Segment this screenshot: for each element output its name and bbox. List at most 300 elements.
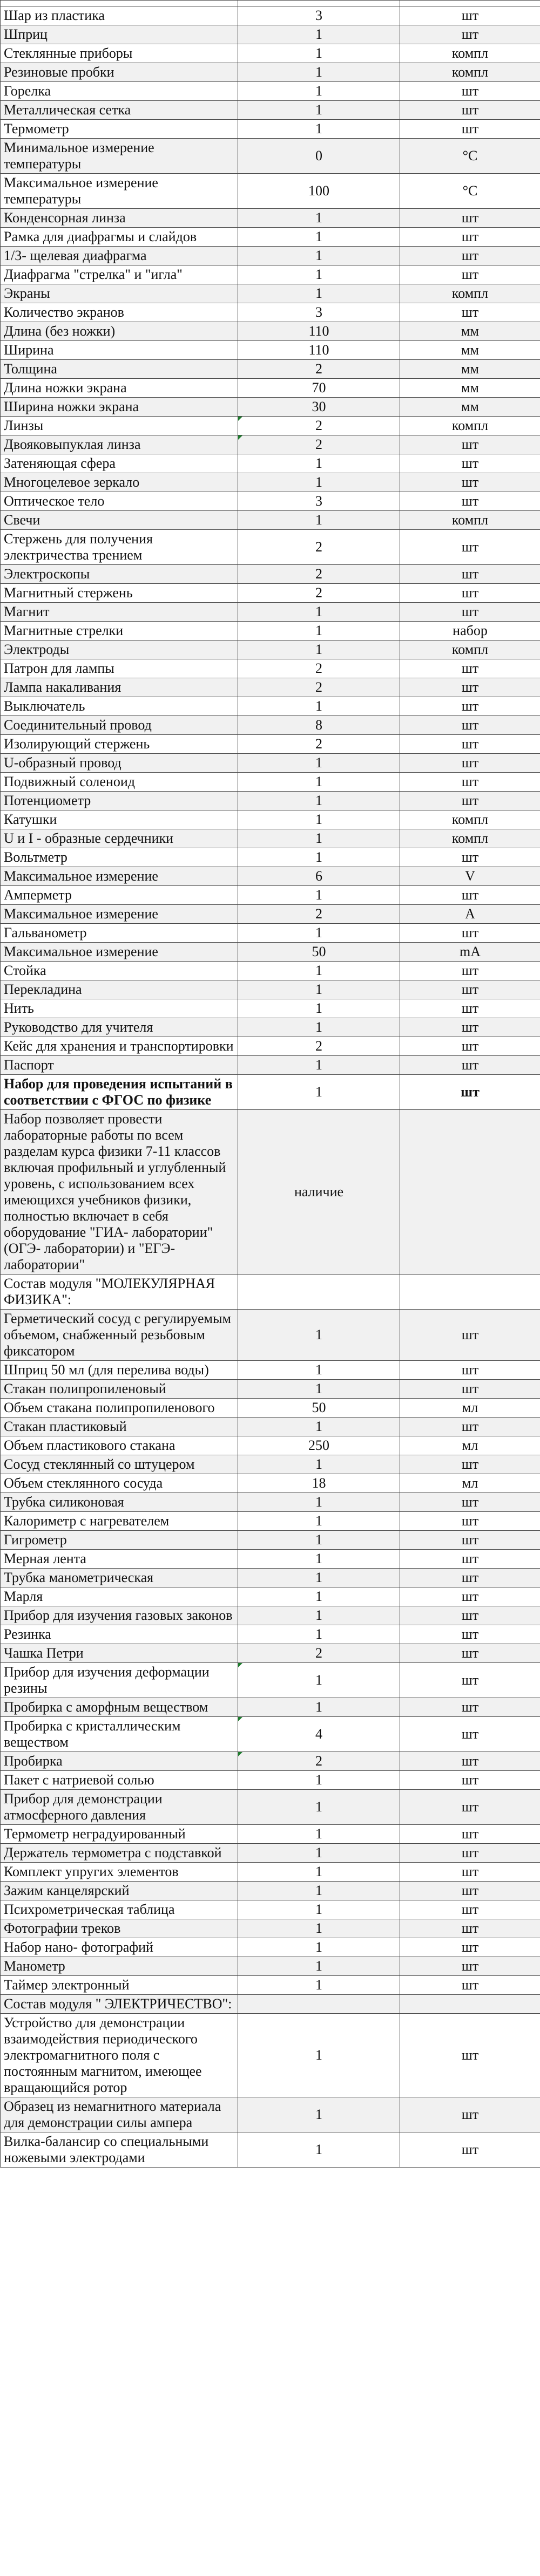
quantity-cell: 1: [238, 1790, 400, 1825]
unit-cell: шт: [400, 209, 540, 228]
quantity-cell: 2: [238, 1037, 400, 1056]
table-row: [1, 999, 540, 1018]
item-name-cell: Трубка манометрическая: [1, 1569, 238, 1587]
table-row: [1, 228, 540, 247]
item-name-cell: Пакет с натриевой солью: [1, 1771, 238, 1790]
item-name-cell: Резиновые пробки: [1, 63, 238, 82]
quantity-cell: 8: [238, 716, 400, 735]
table-row: [1, 943, 540, 962]
unit-cell: шт: [400, 1882, 540, 1900]
item-name-cell: Состав модуля "МОЛЕКУЛЯРНАЯ ФИЗИКА":: [1, 1275, 238, 1310]
quantity-cell: 1: [238, 101, 400, 120]
unit-cell: мм: [400, 379, 540, 398]
unit-cell: набор: [400, 622, 540, 640]
unit-cell: шт: [400, 1976, 540, 1995]
table-row: [1, 829, 540, 848]
item-name-cell: Стакан полипропиленовый: [1, 1380, 238, 1399]
quantity-cell: 1: [238, 962, 400, 980]
table-row: [1, 2097, 540, 2132]
quantity-cell: 3: [238, 6, 400, 25]
unit-cell: шт: [400, 754, 540, 773]
table-row: [1, 867, 540, 886]
item-name-cell: Термометр неградуированный: [1, 1825, 238, 1844]
table-row: [1, 659, 540, 678]
quantity-cell: 110: [238, 341, 400, 360]
item-name-cell: Пробирка с кристаллическим веществом: [1, 1717, 238, 1752]
unit-cell: шт: [400, 1752, 540, 1771]
quantity-cell: 1: [238, 886, 400, 905]
quantity-cell: 1: [238, 25, 400, 44]
unit-cell: шт: [400, 735, 540, 754]
table-row: [1, 622, 540, 640]
item-name-cell: Образец из немагнитного материала для демонстрации силы ампера: [1, 2097, 238, 2132]
quantity-cell: [238, 1275, 400, 1310]
quantity-cell: 1: [238, 2014, 400, 2097]
table-row: [1, 886, 540, 905]
quantity-cell: 0: [238, 139, 400, 174]
unit-cell: шт: [400, 530, 540, 565]
unit-cell: шт: [400, 1361, 540, 1380]
quantity-cell: 1: [238, 622, 400, 640]
quantity-cell: 1: [238, 1075, 400, 1110]
item-name-cell: Горелка: [1, 82, 238, 101]
item-name-cell: Гигрометр: [1, 1531, 238, 1550]
item-name-cell: Рамка для диафрагмы и слайдов: [1, 228, 238, 247]
item-name-cell: Мерная лента: [1, 1550, 238, 1569]
item-name-cell: Электроскопы: [1, 565, 238, 584]
unit-cell: шт: [400, 962, 540, 980]
table-row: [1, 1644, 540, 1663]
unit-cell: компл: [400, 810, 540, 829]
table-row: [1, 810, 540, 829]
item-name-cell: Экраны: [1, 284, 238, 303]
unit-cell: шт: [400, 101, 540, 120]
quantity-cell: 1: [238, 1380, 400, 1399]
quantity-cell: 1: [238, 44, 400, 63]
quantity-cell: 1: [238, 1625, 400, 1644]
unit-cell: шт: [400, 1919, 540, 1938]
unit-cell: шт: [400, 1825, 540, 1844]
item-name-cell: Шар из пластика: [1, 6, 238, 25]
quantity-cell: 1: [238, 284, 400, 303]
quantity-cell: 2: [238, 435, 400, 454]
table-row: [1, 603, 540, 622]
table-row: [1, 1380, 540, 1399]
quantity-cell: 110: [238, 322, 400, 341]
item-name-cell: Руководство для учителя: [1, 1018, 238, 1037]
quantity-cell: 50: [238, 1399, 400, 1418]
unit-cell: мл: [400, 1436, 540, 1455]
item-name-cell: Многоцелевое зеркало: [1, 473, 238, 492]
unit-cell: шт: [400, 1380, 540, 1399]
table-row: [1, 1882, 540, 1900]
item-name-cell: Стержень для получения электричества трением: [1, 530, 238, 565]
item-name-cell: Устройство для демонстрации взаимодействия периодического электромагнитного поля с постоянным магнитом, имеющее вращающийся ротор: [1, 2014, 238, 2097]
item-name-cell: Калориметр с нагревателем: [1, 1512, 238, 1531]
quantity-cell: 1: [238, 1900, 400, 1919]
quantity-cell: 1: [238, 2097, 400, 2132]
unit-cell: шт: [400, 678, 540, 697]
quantity-cell: 3: [238, 492, 400, 511]
unit-cell: шт: [400, 565, 540, 584]
unit-cell: шт: [400, 1455, 540, 1474]
quantity-cell: 1: [238, 999, 400, 1018]
table-row: [1, 139, 540, 174]
table-row: [1, 980, 540, 999]
unit-cell: шт: [400, 82, 540, 101]
table-row: [1, 1957, 540, 1976]
unit-cell: шт: [400, 1569, 540, 1587]
table-row: [1, 209, 540, 228]
unit-cell: шт: [400, 716, 540, 735]
item-name-cell: Максимальное измерение: [1, 867, 238, 886]
quantity-cell: 50: [238, 943, 400, 962]
table-row: [1, 25, 540, 44]
item-name-cell: Состав модуля " ЭЛЕКТРИЧЕСТВО":: [1, 1995, 238, 2014]
table-row: [1, 1110, 540, 1275]
table-row: [1, 1018, 540, 1037]
table-row: [1, 1900, 540, 1919]
unit-cell: шт: [400, 980, 540, 999]
table-row: [1, 247, 540, 265]
table-row: [1, 1493, 540, 1512]
item-name-cell: Электроды: [1, 640, 238, 659]
unit-cell: шт: [400, 886, 540, 905]
table-row: [1, 1938, 540, 1957]
quantity-cell: 2: [238, 659, 400, 678]
table-row: [1, 697, 540, 716]
table-row: [1, 792, 540, 810]
quantity-cell: 4: [238, 1717, 400, 1752]
table-row: [1, 1587, 540, 1606]
quantity-cell: 2: [238, 530, 400, 565]
unit-cell: [400, 1275, 540, 1310]
item-name-cell: Диафрагма "стрелка" и "игла": [1, 265, 238, 284]
table-row: [1, 1436, 540, 1455]
quantity-cell: 1: [238, 980, 400, 999]
item-name-cell: U и I - образные сердечники: [1, 829, 238, 848]
quantity-cell: 1: [238, 1919, 400, 1938]
item-name-cell: Изолирующий стержень: [1, 735, 238, 754]
unit-cell: компл: [400, 284, 540, 303]
item-name-cell: Гальванометр: [1, 924, 238, 943]
item-name-cell: Стеклянные приборы: [1, 44, 238, 63]
quantity-cell: 1: [238, 1606, 400, 1625]
table-row: [1, 1275, 540, 1310]
unit-cell: мл: [400, 1474, 540, 1493]
table-row: [1, 1056, 540, 1075]
unit-cell: [400, 1110, 540, 1275]
table-row: [1, 1825, 540, 1844]
unit-cell: шт: [400, 1625, 540, 1644]
item-name-cell: Шприц 50 мл (для перелива воды): [1, 1361, 238, 1380]
table-row: [1, 1717, 540, 1752]
quantity-cell: 2: [238, 417, 400, 435]
table-row: [1, 120, 540, 139]
quantity-cell: 1: [238, 1698, 400, 1717]
item-name-cell: Металлическая сетка: [1, 101, 238, 120]
item-name-cell: Магнит: [1, 603, 238, 622]
unit-cell: компл: [400, 511, 540, 530]
quantity-cell: 1: [238, 228, 400, 247]
item-name-cell: Набор нано- фотографий: [1, 1938, 238, 1957]
table-row: [1, 435, 540, 454]
unit-cell: шт: [400, 792, 540, 810]
quantity-cell: 1: [238, 1531, 400, 1550]
item-name-cell: Зажим канцелярский: [1, 1882, 238, 1900]
item-name-cell: Магнитные стрелки: [1, 622, 238, 640]
table-row: [1, 1569, 540, 1587]
item-name-cell: Максимальное измерение: [1, 905, 238, 924]
unit-cell: шт: [400, 1938, 540, 1957]
item-name-cell: Свечи: [1, 511, 238, 530]
table-row: [1, 1606, 540, 1625]
unit-cell: компл: [400, 640, 540, 659]
unit-cell: шт: [400, 228, 540, 247]
quantity-cell: 1: [238, 1663, 400, 1698]
item-name-cell: Пробирка с аморфным веществом: [1, 1698, 238, 1717]
table-row: [1, 716, 540, 735]
item-name-cell: Паспорт: [1, 1056, 238, 1075]
table-row: [1, 1771, 540, 1790]
item-name-cell: Пробирка: [1, 1752, 238, 1771]
quantity-cell: 1: [238, 1512, 400, 1531]
quantity-cell: 1: [238, 1018, 400, 1037]
item-name-cell: Термометр: [1, 120, 238, 139]
unit-cell: шт: [400, 247, 540, 265]
table-row: [1, 754, 540, 773]
table-row: [1, 265, 540, 284]
quantity-cell: 1: [238, 1882, 400, 1900]
item-name-cell: Вольтметр: [1, 848, 238, 867]
quantity-cell: 1: [238, 1976, 400, 1995]
unit-cell: шт: [400, 848, 540, 867]
quantity-cell: 1: [238, 1844, 400, 1863]
table-row: [1, 1075, 540, 1110]
table-row: [1, 640, 540, 659]
item-name-cell: Стойка: [1, 962, 238, 980]
quantity-cell: 1: [238, 2132, 400, 2168]
unit-cell: шт: [400, 603, 540, 622]
unit-cell: шт: [400, 1550, 540, 1569]
quantity-cell: 1: [238, 697, 400, 716]
table-row: [1, 303, 540, 322]
quantity-cell: [238, 1995, 400, 2014]
quantity-cell: 250: [238, 1436, 400, 1455]
unit-cell: шт: [400, 1310, 540, 1361]
unit-cell: шт: [400, 1512, 540, 1531]
quantity-cell: 1: [238, 247, 400, 265]
unit-cell: V: [400, 867, 540, 886]
unit-cell: шт: [400, 924, 540, 943]
table-row: [1, 565, 540, 584]
quantity-cell: 1: [238, 209, 400, 228]
unit-cell: мм: [400, 398, 540, 417]
quantity-cell: 2: [238, 1752, 400, 1771]
item-name-cell: Конденсорная линза: [1, 209, 238, 228]
unit-cell: шт: [400, 265, 540, 284]
unit-cell: шт: [400, 1018, 540, 1037]
item-name-cell: Психрометрическая таблица: [1, 1900, 238, 1919]
item-name-cell: Затеняющая сфера: [1, 454, 238, 473]
table-row: [1, 1310, 540, 1361]
quantity-cell: 1: [238, 603, 400, 622]
unit-cell: компл: [400, 63, 540, 82]
unit-cell: шт: [400, 1790, 540, 1825]
unit-cell: mA: [400, 943, 540, 962]
unit-cell: мм: [400, 360, 540, 379]
item-name-cell: Длина (без ножки): [1, 322, 238, 341]
quantity-cell: 1: [238, 810, 400, 829]
table-row: [1, 924, 540, 943]
quantity-cell: 1: [238, 1056, 400, 1075]
table-row: [1, 1919, 540, 1938]
unit-cell: шт: [400, 773, 540, 792]
quantity-cell: 6: [238, 867, 400, 886]
table-row: [1, 1361, 540, 1380]
table-row: [1, 1844, 540, 1863]
item-name-cell: Прибор для демонстрации атмосферного давления: [1, 1790, 238, 1825]
item-name-cell: Кейс для хранения и транспортировки: [1, 1037, 238, 1056]
table-row: [1, 905, 540, 924]
item-name-cell: Набор для проведения испытаний в соответствии с ФГОС по физике: [1, 1075, 238, 1110]
unit-cell: мм: [400, 322, 540, 341]
table-row: [1, 1863, 540, 1882]
unit-cell: шт: [400, 1531, 540, 1550]
unit-cell: компл: [400, 417, 540, 435]
unit-cell: шт: [400, 303, 540, 322]
unit-cell: компл: [400, 44, 540, 63]
unit-cell: шт: [400, 1606, 540, 1625]
quantity-cell: 1: [238, 792, 400, 810]
quantity-cell: 1: [238, 1587, 400, 1606]
table-row: [1, 174, 540, 209]
unit-cell: шт: [400, 473, 540, 492]
item-name-cell: Шприц: [1, 25, 238, 44]
unit-cell: шт: [400, 2097, 540, 2132]
quantity-cell: 1: [238, 1455, 400, 1474]
table-row: [1, 1625, 540, 1644]
item-name-cell: Оптическое тело: [1, 492, 238, 511]
unit-cell: шт: [400, 1900, 540, 1919]
quantity-cell: 1: [238, 1493, 400, 1512]
item-name-cell: Держатель термометра с подставкой: [1, 1844, 238, 1863]
quantity-cell: 1: [238, 454, 400, 473]
unit-cell: шт: [400, 659, 540, 678]
table-row: [1, 1474, 540, 1493]
item-name-cell: Катушки: [1, 810, 238, 829]
unit-cell: А: [400, 905, 540, 924]
quantity-cell: 1: [238, 1825, 400, 1844]
quantity-cell: 100: [238, 174, 400, 209]
quantity-cell: наличие: [238, 1110, 400, 1275]
table-row: [1, 1663, 540, 1698]
item-name-cell: 1/3- щелевая диафрагма: [1, 247, 238, 265]
quantity-cell: 1: [238, 120, 400, 139]
item-name-cell: Максимальное измерение температуры: [1, 174, 238, 209]
item-name-cell: Толщина: [1, 360, 238, 379]
unit-cell: шт: [400, 1587, 540, 1606]
table-row-cut: [1, 1, 540, 6]
quantity-cell: 70: [238, 379, 400, 398]
quantity-cell: 1: [238, 848, 400, 867]
unit-cell: компл: [400, 829, 540, 848]
item-name-cell: Сосуд стеклянный со штуцером: [1, 1455, 238, 1474]
item-name-cell: Количество экранов: [1, 303, 238, 322]
unit-cell: шт: [400, 1418, 540, 1436]
quantity-cell: 18: [238, 1474, 400, 1493]
item-name-cell: Объем стакана полипропиленового: [1, 1399, 238, 1418]
item-name-cell: Вилка-балансир со специальными ножевыми электродами: [1, 2132, 238, 2168]
unit-cell: шт: [400, 454, 540, 473]
quantity-cell: 1: [238, 1569, 400, 1587]
table-row: [1, 2014, 540, 2097]
unit-cell: шт: [400, 120, 540, 139]
table-row: [1, 1037, 540, 1056]
item-name-cell: Манометр: [1, 1957, 238, 1976]
item-name-cell: Амперметр: [1, 886, 238, 905]
table-row: [1, 773, 540, 792]
table-row: [1, 2132, 540, 2168]
item-name-cell: Объем стеклянного сосуда: [1, 1474, 238, 1493]
unit-cell: шт: [400, 1863, 540, 1882]
table-row: [1, 848, 540, 867]
table-row: [1, 678, 540, 697]
quantity-cell: 1: [238, 1957, 400, 1976]
unit-cell: шт: [400, 1037, 540, 1056]
unit-cell: шт: [400, 1771, 540, 1790]
table-row: [1, 1752, 540, 1771]
unit-cell: шт: [400, 25, 540, 44]
table-row: [1, 584, 540, 603]
quantity-cell: 1: [238, 1771, 400, 1790]
item-name-cell: Двояковыпуклая линза: [1, 435, 238, 454]
table-row: [1, 1512, 540, 1531]
table-row: [1, 1418, 540, 1436]
unit-cell: шт: [400, 1717, 540, 1752]
unit-cell: шт: [400, 492, 540, 511]
unit-cell: шт: [400, 435, 540, 454]
table-row: [1, 82, 540, 101]
quantity-cell: 1: [238, 265, 400, 284]
table-row: [1, 360, 540, 379]
unit-cell: шт: [400, 1844, 540, 1863]
table-row: [1, 379, 540, 398]
unit-cell: [400, 1995, 540, 2014]
quantity-cell: 1: [238, 924, 400, 943]
quantity-cell: 3: [238, 303, 400, 322]
item-name-cell: Максимальное измерение: [1, 943, 238, 962]
unit-cell: шт: [400, 1493, 540, 1512]
item-name-cell: Магнитный стержень: [1, 584, 238, 603]
item-name-cell: Таймер электронный: [1, 1976, 238, 1995]
table-row: [1, 530, 540, 565]
table-row: [1, 101, 540, 120]
quantity-cell: 1: [238, 82, 400, 101]
item-name-cell: Комплект упругих элементов: [1, 1863, 238, 1882]
unit-cell: шт: [400, 1698, 540, 1717]
item-name-cell: Чашка Петри: [1, 1644, 238, 1663]
quantity-cell: 1: [238, 1938, 400, 1957]
table-row: [1, 962, 540, 980]
item-name-cell: Минимальное измерение температуры: [1, 139, 238, 174]
quantity-cell: 2: [238, 678, 400, 697]
unit-cell: шт: [400, 1663, 540, 1698]
quantity-cell: 2: [238, 360, 400, 379]
table-row: [1, 1995, 540, 2014]
item-name-cell: Потенциометр: [1, 792, 238, 810]
item-name-cell: Лампа накаливания: [1, 678, 238, 697]
